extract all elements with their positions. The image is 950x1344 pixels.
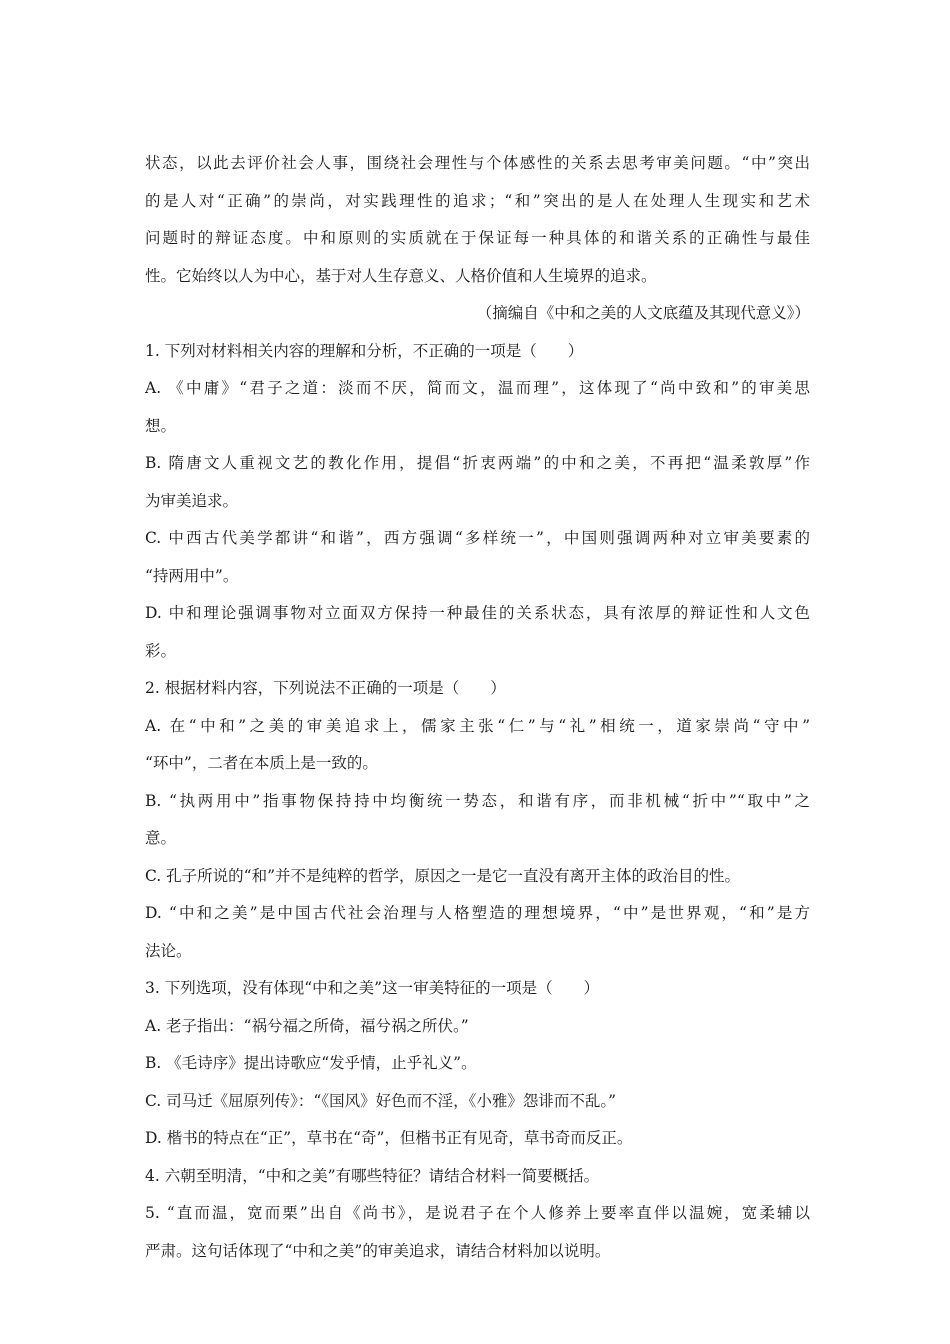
option-line: B. 隋唐文人重视文艺的教化作用，提倡“折衷两端”的中和之美，不再把“温柔敦厚”作 bbox=[145, 454, 810, 472]
option-line: 意。 bbox=[145, 829, 177, 847]
option-line: C. 中西古代美学都讲“和谐”，西方强调“多样统一”，中国则强调两种对立审美要素的 bbox=[145, 529, 810, 547]
option-c bbox=[145, 858, 810, 896]
option-a bbox=[145, 708, 810, 783]
question-stem: 2. 根据材料内容，下列说法不正确的一项是（ ） bbox=[145, 679, 506, 697]
option-line: 为审美追求。 bbox=[145, 491, 239, 510]
option-line: D. “中和之美”是中国古代社会治理与人格塑造的理想境界，“中”是世界观，“和”是方 bbox=[145, 904, 810, 922]
passage-line: 状态，以此去评价社会人事，围绕社会理性与个体感性的关系去思考审美问题。“中”突出 bbox=[145, 154, 810, 172]
passage-source: （摘编自《中和之美的人文底蕴及其现代意义》） bbox=[476, 304, 810, 322]
passage-line: 问题时的辩证态度。中和原则的实质就在于保证每一种具体的和谐关系的正确性与最佳 bbox=[145, 229, 810, 247]
option-line: “环中”，二者在本质上是一致的。 bbox=[145, 754, 378, 772]
question-5 bbox=[145, 1195, 810, 1270]
option-line: 想。 bbox=[145, 416, 177, 435]
option-d: D. 楷书的特点在“正”，草书在“奇”，但楷书正有见奇，草书奇而反正。 bbox=[145, 1129, 633, 1147]
question-stem: 1. 下列对材料相关内容的理解和分析，不正确的一项是（ ） bbox=[145, 341, 584, 360]
option-line: B. “执两用中”指事物保持持中均衡统一势态，和谐有序，而非机械“折中”“取中”之 bbox=[145, 791, 810, 810]
question-stem: 5. “直而温，宽而栗”出自《尚书》，是说君子在个人修养上要率直伴以温婉，宽柔辅以 bbox=[145, 1204, 810, 1222]
question-3 bbox=[145, 970, 810, 1158]
option-line: A. 《中庸》“君子之道：淡而不厌，简而文，温而理”，这体现了“尚中致和”的审美思 bbox=[145, 379, 810, 397]
option-c: C. 司马迁《屈原列传》：“《国风》好色而不淫，《小雅》怨诽而不乱。” bbox=[145, 1091, 617, 1110]
passage bbox=[145, 145, 810, 333]
option-line: 彩。 bbox=[145, 641, 177, 660]
option-c bbox=[145, 520, 810, 595]
document-page bbox=[145, 145, 810, 1270]
option-a bbox=[145, 370, 810, 445]
question-stem: 严肃。这句话体现了“中和之美”的审美追求，请结合材料加以说明。 bbox=[145, 1241, 611, 1260]
option-d bbox=[145, 595, 810, 670]
option-line: “持两用中”。 bbox=[145, 566, 239, 585]
option-line: C. 孔子所说的“和”并不是纯粹的哲学，原因之一是它一直没有离开主体的政治目的性。 bbox=[145, 866, 741, 885]
question-stem: 4. 六朝至明清，“中和之美”有哪些特征？请结合材料一简要概括。 bbox=[145, 1166, 600, 1185]
question-stem: 3. 下列选项，没有体现“中和之美”这一审美特征的一项是（ ） bbox=[145, 979, 600, 997]
question-1 bbox=[145, 333, 810, 671]
option-b bbox=[145, 783, 810, 858]
option-line: A. 在“中和”之美的审美追求上，儒家主张“仁”与“礼”相统一，道家崇尚“守中” bbox=[145, 716, 810, 735]
option-a: A. 老子指出：“祸兮福之所倚，福兮祸之所伏。” bbox=[145, 1016, 469, 1035]
option-b bbox=[145, 445, 810, 520]
option-line: D. 中和理论强调事物对立面双方保持一种最佳的关系状态，具有浓厚的辩证性和人文色 bbox=[145, 604, 810, 622]
question-2 bbox=[145, 670, 810, 970]
question-4 bbox=[145, 1158, 810, 1196]
passage-line: 的是人对“正确”的崇尚，对实践理性的追求；“和”突出的是人在处理人生现实和艺术 bbox=[145, 191, 810, 210]
option-line: 法论。 bbox=[145, 941, 192, 960]
option-b: B. 《毛诗序》提出诗歌应“发乎情，止乎礼义”。 bbox=[145, 1054, 477, 1072]
passage-line: 性。它始终以人为中心，基于对人生存意义、人格价值和人生境界的追求。 bbox=[145, 266, 657, 285]
option-d bbox=[145, 895, 810, 970]
